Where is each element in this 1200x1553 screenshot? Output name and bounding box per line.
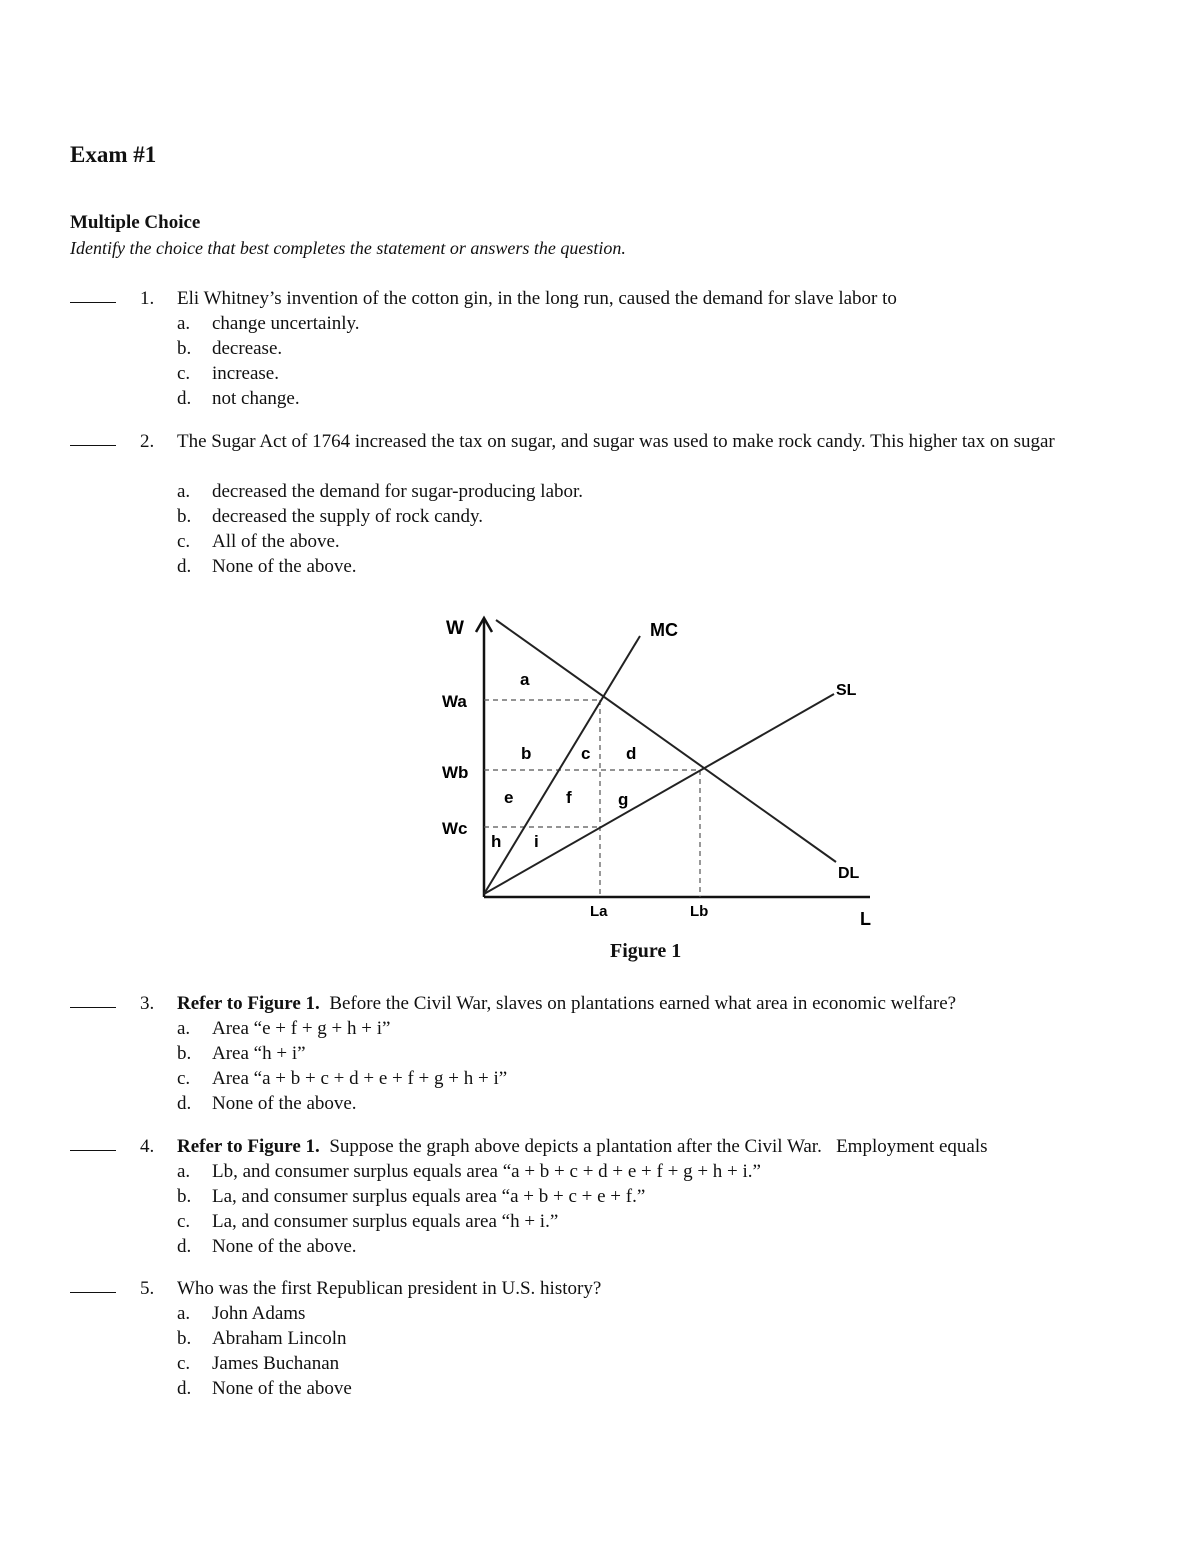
choice-letter: b.	[177, 506, 192, 527]
area-i-label: i	[534, 832, 539, 851]
choice-letter: c.	[177, 363, 191, 384]
figure-reference: Refer to Figure 1.	[177, 993, 320, 1014]
section-heading: Multiple Choice	[70, 212, 201, 233]
choice-letter: d.	[177, 556, 192, 577]
choice-letter: b.	[177, 1186, 192, 1207]
area-f-label: f	[566, 788, 572, 807]
wb-label: Wb	[442, 763, 469, 782]
exam-title: Exam #1	[70, 142, 157, 167]
labor-market-diagram	[420, 600, 900, 940]
choice-letter: d.	[177, 388, 192, 409]
question-stem	[177, 286, 1117, 311]
question-stem	[177, 1134, 1117, 1159]
choice-letter: d.	[177, 1236, 192, 1257]
choice-text: decreased the supply of rock candy.	[212, 506, 483, 527]
choice-letter: d.	[177, 1378, 192, 1399]
answer-blank[interactable]	[70, 429, 116, 446]
choice-text: La, and consumer surplus equals area “a + b + c + e + f.”	[212, 1186, 646, 1207]
answer-blank[interactable]	[70, 991, 116, 1008]
choice-letter: a.	[177, 481, 191, 502]
choice-text: None of the above.	[212, 1236, 357, 1257]
choice-letter: b.	[177, 338, 192, 359]
choice-letter: c.	[177, 1353, 191, 1374]
question-number: 5.	[140, 1278, 155, 1299]
demand-label: DL	[838, 865, 860, 882]
choice-text: Area “h + i”	[212, 1043, 306, 1064]
mc-label: MC	[650, 620, 678, 640]
area-c-label: c	[581, 744, 591, 763]
choice-letter: d.	[177, 1093, 192, 1114]
choice-letter: c.	[177, 1211, 191, 1232]
y-axis-label: W	[446, 618, 464, 639]
instructions: Identify the choice that best completes the statement or answers the question.	[70, 238, 626, 258]
choice-letter: a.	[177, 1018, 191, 1039]
figure-reference: Refer to Figure 1.	[177, 1136, 320, 1157]
question-stem	[177, 1276, 1117, 1301]
question-stem	[177, 429, 1117, 454]
area-g-label: g	[618, 790, 629, 809]
question-number: 4.	[140, 1136, 155, 1157]
choice-text: Area “e + f + g + h + i”	[212, 1018, 391, 1039]
area-b-label: b	[521, 744, 532, 763]
choice-text: James Buchanan	[212, 1353, 340, 1374]
choice-text: None of the above	[212, 1378, 352, 1399]
question-text: Who was the first Republican president in U.S. history?	[177, 1278, 602, 1299]
question-text: The Sugar Act of 1764 increased the tax on sugar, and sugar was used to make rock candy. This higher tax on sugar	[177, 431, 1055, 452]
question-number: 3.	[140, 993, 155, 1014]
question-number: 2.	[140, 431, 155, 452]
area-e-label: e	[504, 788, 514, 807]
supply-label: SL	[836, 682, 857, 699]
choice-letter: a.	[177, 313, 191, 334]
choice-letter: c.	[177, 531, 191, 552]
choice-text: None of the above.	[212, 1093, 357, 1114]
answer-blank[interactable]	[70, 1134, 116, 1151]
choice-text: Lb, and consumer surplus equals area “a + b + c + d + e + f + g + h + i.”	[212, 1161, 761, 1182]
demand-curve	[496, 620, 836, 862]
choice-text: increase.	[212, 363, 279, 384]
question-text: Before the Civil War, slaves on plantations earned what area in economic welfare?	[319, 993, 957, 1014]
area-d-label: d	[626, 744, 637, 763]
choice-text: All of the above.	[212, 531, 340, 552]
choice-text: John Adams	[212, 1303, 306, 1324]
choice-text: change uncertainly.	[212, 313, 360, 334]
choice-text: Abraham Lincoln	[212, 1328, 347, 1349]
figure-1	[420, 600, 900, 940]
area-a-label: a	[520, 670, 530, 689]
area-h-label: h	[491, 832, 502, 851]
x-axis-label: L	[860, 909, 871, 929]
choice-letter: a.	[177, 1161, 191, 1182]
choice-text: decreased the demand for sugar-producing labor.	[212, 481, 584, 502]
figure-caption: Figure 1	[610, 940, 682, 962]
choice-letter: c.	[177, 1068, 191, 1089]
answer-blank[interactable]	[70, 286, 116, 303]
supply-curve	[484, 694, 834, 894]
wc-label: Wc	[442, 819, 468, 838]
choice-letter: a.	[177, 1303, 191, 1324]
choice-text: decrease.	[212, 338, 283, 359]
wa-label: Wa	[442, 692, 467, 711]
answer-blank[interactable]	[70, 1276, 116, 1293]
question-text: Eli Whitney’s invention of the cotton gin, in the long run, caused the demand for slave labor to	[177, 288, 897, 309]
choice-letter: b.	[177, 1043, 192, 1064]
mc-curve	[484, 636, 640, 894]
choice-text: None of the above.	[212, 556, 357, 577]
choice-text: La, and consumer surplus equals area “h + i.”	[212, 1211, 559, 1232]
choice-text: not change.	[212, 388, 300, 409]
question-stem	[177, 991, 1117, 1016]
choice-letter: b.	[177, 1328, 192, 1349]
question-number: 1.	[140, 288, 155, 309]
choice-text: Area “a + b + c + d + e + f + g + h + i”	[212, 1068, 508, 1089]
question-text: Suppose the graph above depicts a plantation after the Civil War. Employment equals	[319, 1136, 988, 1157]
la-label: La	[590, 903, 608, 920]
lb-label: Lb	[690, 903, 709, 920]
